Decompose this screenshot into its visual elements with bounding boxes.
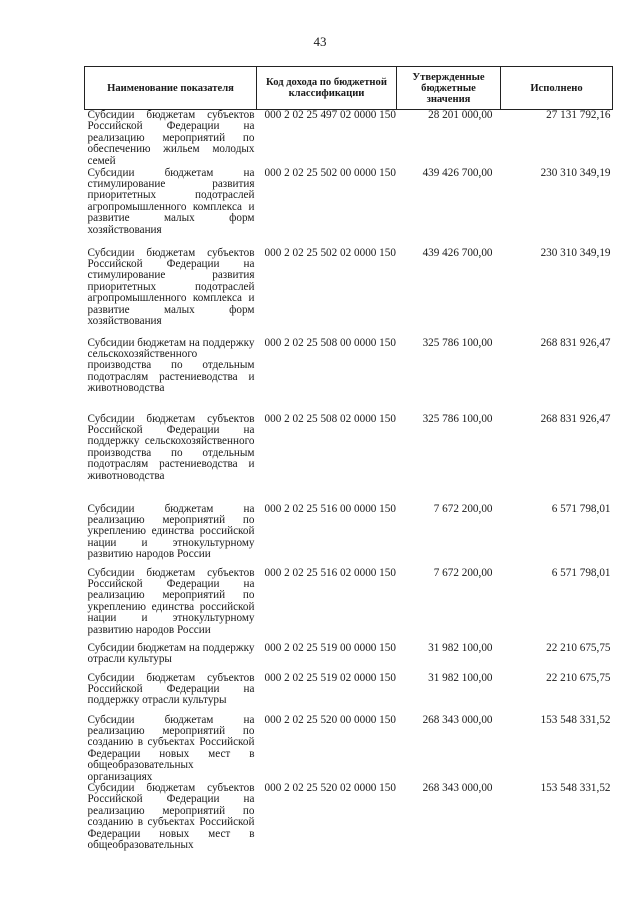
row-code: 000 2 02 25 516 02 0000 150 bbox=[264, 566, 396, 579]
table-row bbox=[85, 673, 613, 715]
row-approved: 7 672 200,00 bbox=[433, 502, 493, 515]
row-executed: 230 310 349,19 bbox=[540, 246, 611, 259]
header-indicator-name: Наименование показателя bbox=[85, 67, 257, 110]
row-name: Субсидии бюджетам субъектов Российской Федерации на реализацию мероприятий по укреплению единства российской нации и этнокультурному развитию народов России bbox=[87, 566, 255, 636]
row-approved: 325 786 100,00 bbox=[422, 336, 493, 349]
table-row bbox=[85, 504, 613, 568]
row-code: 000 2 02 25 519 02 0000 150 bbox=[264, 671, 396, 684]
row-code: 000 2 02 25 508 00 0000 150 bbox=[264, 336, 396, 349]
header-revenue-code: Код дохода по бюджетной классификации bbox=[257, 67, 397, 110]
row-code: 000 2 02 25 519 00 0000 150 bbox=[264, 641, 396, 654]
row-code: 000 2 02 25 508 02 0000 150 bbox=[264, 412, 396, 425]
row-executed: 27 131 792,16 bbox=[546, 109, 611, 121]
row-code: 000 2 02 25 520 02 0000 150 bbox=[264, 781, 396, 794]
row-approved: 268 343 000,00 bbox=[422, 781, 493, 794]
row-name: Субсидии бюджетам на реализацию мероприятий по созданию в субъектах Российской Федерации новых мест в общеобразовательных организациях bbox=[87, 713, 255, 783]
row-executed: 268 831 926,47 bbox=[540, 336, 611, 349]
header-approved-values: Утвержденные бюджетные значения bbox=[397, 67, 501, 110]
row-name: Субсидии бюджетам субъектов Российской Федерации на реализацию мероприятий по созданию в субъектах Российской Федерации новых мест в общеобразовательных bbox=[87, 781, 255, 851]
row-code: 000 2 02 25 502 00 0000 150 bbox=[264, 166, 396, 179]
header-executed: Исполнено bbox=[501, 67, 613, 110]
row-name: Субсидии бюджетам субъектов Российской Федерации на поддержку отрасли культуры bbox=[87, 671, 255, 707]
row-approved: 439 426 700,00 bbox=[422, 166, 493, 179]
row-executed: 6 571 798,01 bbox=[551, 502, 611, 515]
table-row bbox=[85, 110, 613, 168]
row-executed: 153 548 331,52 bbox=[540, 713, 611, 726]
row-name: Субсидии бюджетам на поддержку сельскохозяйственного производства по отдельным подотраслям растениеводства и животноводства bbox=[87, 336, 255, 395]
row-name: Субсидии бюджетам субъектов Российской Федерации на стимулирование развития приоритетных подотраслей агропромышленного комплекса и развитие малых форм хозяйствования bbox=[87, 246, 255, 327]
row-approved: 31 982 100,00 bbox=[428, 641, 493, 654]
table-row bbox=[85, 643, 613, 673]
table-row bbox=[85, 248, 613, 338]
row-code: 000 2 02 25 520 00 0000 150 bbox=[264, 713, 396, 726]
row-name: Субсидии бюджетам на реализацию мероприятий по укреплению единства российской нации и этнокультурному развитию народов России bbox=[87, 502, 255, 561]
table-row bbox=[85, 338, 613, 414]
row-executed: 268 831 926,47 bbox=[540, 412, 611, 425]
row-executed: 153 548 331,52 bbox=[540, 781, 611, 794]
row-approved: 7 672 200,00 bbox=[433, 566, 493, 579]
row-code: 000 2 02 25 502 02 0000 150 bbox=[264, 246, 396, 259]
row-executed: 6 571 798,01 bbox=[551, 566, 611, 579]
row-code: 000 2 02 25 497 02 0000 150 bbox=[264, 109, 396, 121]
table-row bbox=[85, 168, 613, 248]
budget-revenue-table bbox=[84, 66, 613, 857]
row-approved: 268 343 000,00 bbox=[422, 713, 493, 726]
row-name: Субсидии бюджетам субъектов Российской Федерации на реализацию мероприятий по обеспечению жильем молодых семей bbox=[87, 109, 255, 167]
row-executed: 22 210 675,75 bbox=[546, 641, 611, 654]
row-approved: 28 201 000,00 bbox=[428, 109, 493, 121]
row-code: 000 2 02 25 516 00 0000 150 bbox=[264, 502, 396, 515]
table-row bbox=[85, 783, 613, 857]
table-header-row bbox=[85, 67, 613, 110]
table-row bbox=[85, 568, 613, 643]
row-executed: 22 210 675,75 bbox=[546, 671, 611, 684]
row-name: Субсидии бюджетам субъектов Российской Федерации на поддержку сельскохозяйственного производства по отдельным подотраслям растениеводства и животноводства bbox=[87, 412, 255, 482]
row-executed: 230 310 349,19 bbox=[540, 166, 611, 179]
page-number: 43 bbox=[313, 34, 327, 49]
row-approved: 325 786 100,00 bbox=[422, 412, 493, 425]
row-name: Субсидии бюджетам на поддержку отрасли культуры bbox=[87, 641, 255, 665]
table-row bbox=[85, 715, 613, 783]
table-row bbox=[85, 414, 613, 504]
row-approved: 439 426 700,00 bbox=[422, 246, 493, 259]
row-name: Субсидии бюджетам на стимулирование развития приоритетных подотраслей агропромышленного комплекса и развитие малых форм хозяйствования bbox=[87, 166, 255, 236]
row-approved: 31 982 100,00 bbox=[428, 671, 493, 684]
